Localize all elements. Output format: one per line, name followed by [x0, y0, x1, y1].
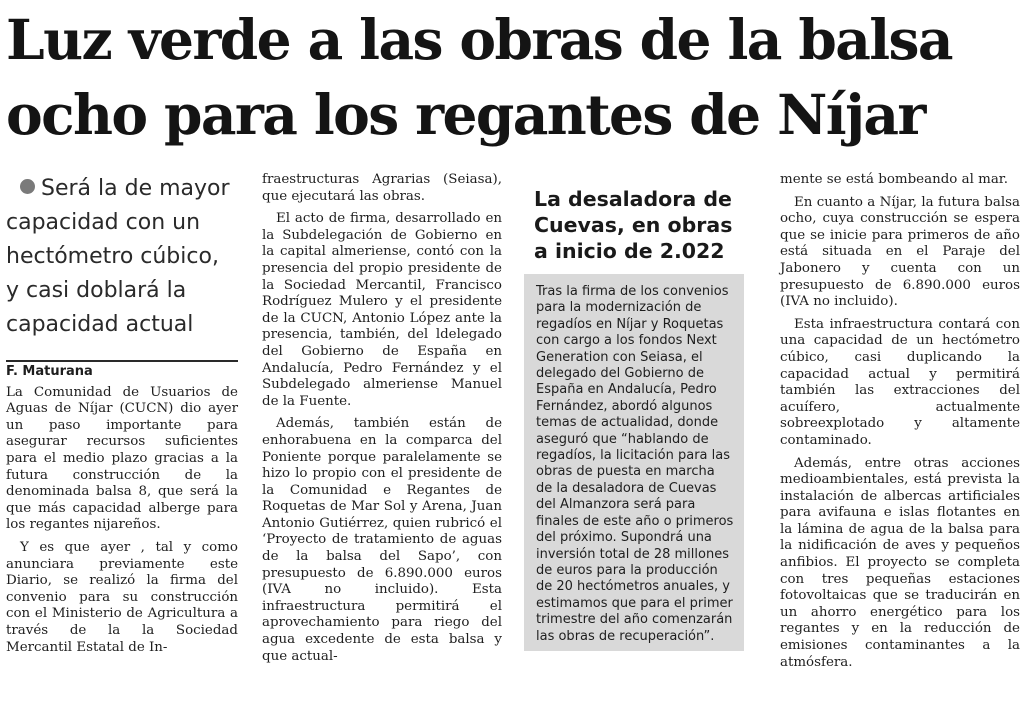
sidebar-body: Tras la firma de los convenios para la modernización de regadíos en Níjar y Roquetas con cargo a los fondos Next Generation con Seiasa, el delegado del Gobierno de España en Andalucía, Pedro Fernández, abordó algunos temas de actualidad, donde aseguró que “hablando de regadíos, la licitación para las obras de puesta en marcha de la desaladora de Cuevas del Almanzora será para finales de este año o primeros del próximo. Supondrá una inversión total de 28 millones de euros para la producción de 20 hectómetros anuales, y estimamos que para el primer trimestre del año comenzarán las obras de recuperación”. [524, 274, 744, 651]
paragraph: En cuanto a Níjar, la futura balsa ocho, cuya construcción se espera que se inicie para primeros de año está situada en el Paraje del Jabonero y cuenta con un presupuesto de 6.890.000 euros (IVA no incluido). [780, 194, 1020, 310]
subheadline [6, 172, 238, 342]
article-column-1 [6, 172, 238, 662]
article-column-4 [780, 172, 1020, 677]
paragraph: fraestructuras Agrarias (Seiasa), que ejecutará las obras. [262, 172, 502, 204]
sidebar-box [524, 172, 744, 651]
subheadline-text: Será la de mayor capacidad con un hectómetro cúbico, y casi doblará la capacidad actual [6, 176, 230, 337]
paragraph: Esta infraestructura contará con una capacidad de un hectómetro cúbico, casi duplicando la capacidad actual y permitirá también las extracciones del acuífero, actualmente sobreexplotado y altamente contaminado. [780, 316, 1020, 448]
article-column-2 [262, 172, 502, 671]
sidebar-title: La desaladora de Cuevas, en obras a inicio de 2.022 [534, 187, 733, 263]
headline-line-2: ocho para los regantes de Níjar [6, 82, 925, 147]
headline [6, 2, 1020, 152]
bullet-dot-icon [20, 179, 35, 194]
paragraph: Además, también están de enhorabuena en la comparca del Poniente porque paralelamente se hizo lo propio con el presidente de la Comunidad e Regantes de Roquetas de Mar Sol y Arena, Juan Antonio Gutiérrez, quien rubricó el ‘Proyecto de tratamiento de aguas de la balsa del Sapo’, con presupuesto de 6.890.000 euros (IVA no incluido). Esta infraestructura permitirá el aprovechamiento para riego del agua excedente de esta balsa y que actual- [262, 416, 502, 664]
paragraph: El acto de firma, desarrollado en la Subdelegación de Gobierno en la capital almeriense, contó con la presencia del propio presidente de la Sociedad Mercantil, Francisco Rodríguez Mulero y el presidente de la CUCN, Antonio López ante la presencia, también, del ldelegado del Gobierno de España en Andalucía, Pedro Fernández y el Subdelegado almeriense Manuel de la Fuente. [262, 211, 502, 409]
paragraph: La Comunidad de Usuarios de Aguas de Níjar (CUCN) dio ayer un paso importante para asegurar recursos suficientes para el medio plazo gracias a la futura construcción de la denominada balsa 8, que será la que más capacidad alberge para los regantes nijareños. [6, 384, 238, 533]
paragraph: mente se está bombeando al mar. [780, 172, 1008, 187]
paragraph: Y es que ayer , tal y como anunciara previamente este Diario, se realizó la firma del convenio para su construcción con el Ministerio de Agricultura a través de la la Sociedad Mercantil Estatal de In- [6, 539, 238, 655]
headline-line-1: Luz verde a las obras de la balsa [6, 7, 952, 72]
byline: F. Maturana [6, 360, 238, 381]
paragraph: Además, entre otras acciones medioambientales, está prevista la instalación de albercas artificiales para avifauna e islas flotantes en la lámina de agua de la balsa para la nidificación de aves y pequeños anfibios. El proyecto se completa con tres pequeñas estaciones fotovoltaicas que se traducirán en un ahorro energético para los regantes y en la reducción de emisiones contaminantes a la atmósfera. [780, 455, 1020, 670]
